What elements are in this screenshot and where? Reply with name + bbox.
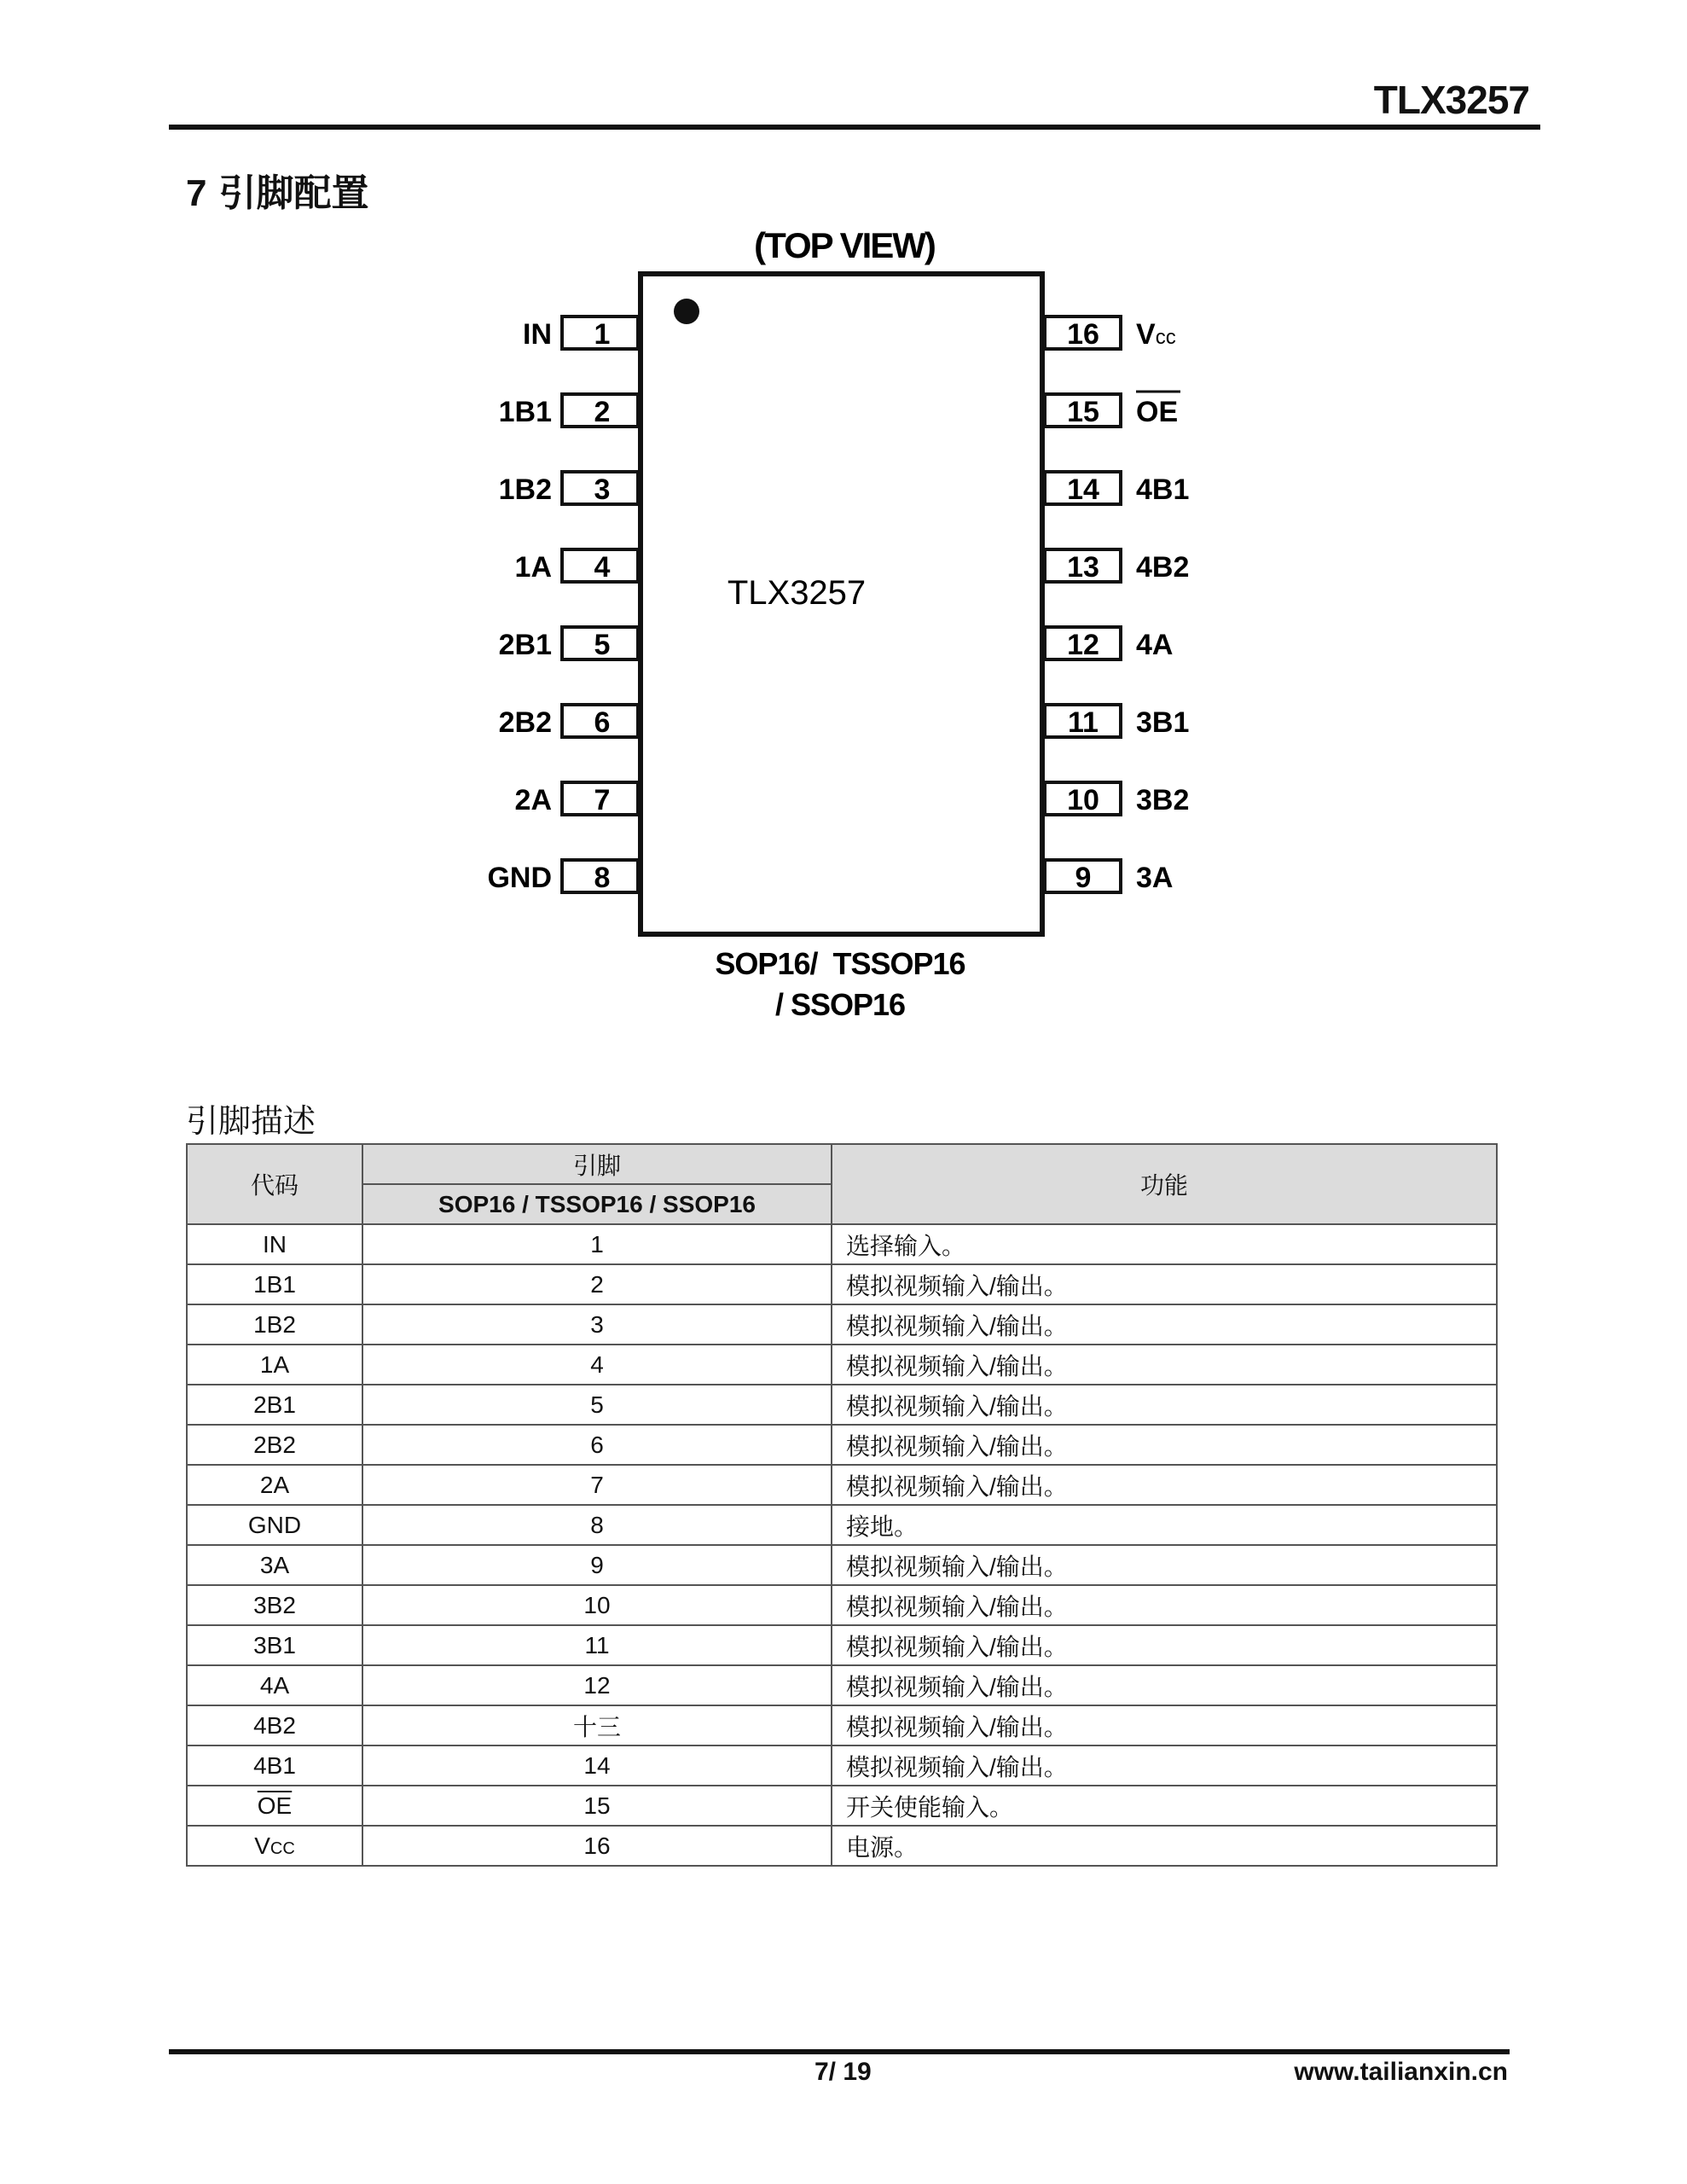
- cell-function: 模拟视频输入/输出。: [832, 1304, 1497, 1345]
- pin-name: 3A: [1136, 862, 1174, 894]
- website-link[interactable]: www.tailianxin.cn: [1294, 2058, 1508, 2086]
- cell-code: 3A: [187, 1545, 362, 1585]
- table-row: [187, 1745, 1497, 1786]
- cell-code: VCC: [187, 1826, 362, 1866]
- pin-name: 2B1: [498, 629, 552, 661]
- cell-function: 模拟视频输入/输出。: [832, 1545, 1497, 1585]
- cell-function: 选择输入。: [832, 1224, 1497, 1264]
- cell-function: 模拟视频输入/输出。: [832, 1665, 1497, 1705]
- pin-number: 4: [594, 551, 611, 584]
- pin-name: GND: [487, 862, 552, 894]
- pin-name: 2A: [514, 784, 552, 816]
- cell-code: 4A: [187, 1665, 362, 1705]
- cell-pin: 12: [362, 1665, 832, 1705]
- cell-code: 2B1: [187, 1385, 362, 1425]
- table-row: [187, 1345, 1497, 1385]
- table-row: [187, 1665, 1497, 1705]
- pin-name: 4B1: [1136, 473, 1190, 506]
- pin-name: 1B1: [498, 396, 552, 428]
- cell-function: 模拟视频输入/输出。: [832, 1625, 1497, 1665]
- table-row: [187, 1705, 1497, 1745]
- header-package: SOP16 / TSSOP16 / SSOP16: [362, 1184, 832, 1224]
- section-title: 引脚配置: [218, 172, 369, 214]
- cell-code: GND: [187, 1505, 362, 1545]
- cell-function: 接地。: [832, 1505, 1497, 1545]
- cell-pin: 9: [362, 1545, 832, 1585]
- pin-name: 1B2: [498, 473, 552, 506]
- cell-pin: 2: [362, 1264, 832, 1304]
- cell-pin: 14: [362, 1745, 832, 1786]
- cell-code: 3B2: [187, 1585, 362, 1625]
- pin-name: 1A: [514, 551, 552, 584]
- pin-name: OE: [1136, 396, 1179, 428]
- cell-pin: 5: [362, 1385, 832, 1425]
- cell-pin: 8: [362, 1505, 832, 1545]
- cell-pin: 7: [362, 1465, 832, 1505]
- cell-function: 模拟视频输入/输出。: [832, 1585, 1497, 1625]
- pin-name: 2B2: [498, 706, 552, 739]
- cell-pin: 11: [362, 1625, 832, 1665]
- pin-name: 4B2: [1136, 551, 1190, 584]
- table-row: [187, 1545, 1497, 1585]
- cell-code: 3B1: [187, 1625, 362, 1665]
- package-label-line1: SOP16/ TSSOP16: [715, 946, 965, 981]
- cell-function: 模拟视频输入/输出。: [832, 1345, 1497, 1385]
- cell-function: 模拟视频输入/输出。: [832, 1264, 1497, 1304]
- cell-function: 电源。: [832, 1826, 1497, 1866]
- pin-number: 3: [594, 473, 611, 506]
- cell-code: 4B2: [187, 1705, 362, 1745]
- table-row: [187, 1625, 1497, 1665]
- pinout-diagram: [0, 0, 1687, 1075]
- cell-pin: 3: [362, 1304, 832, 1345]
- table-row: [187, 1385, 1497, 1425]
- pin-number: 5: [594, 629, 611, 661]
- table-row: [187, 1505, 1497, 1545]
- cell-pin: 10: [362, 1585, 832, 1625]
- table-row: [187, 1224, 1497, 1264]
- pin-number: 2: [594, 396, 611, 428]
- page-number: 7/ 19: [815, 2058, 872, 2086]
- pin-number: 6: [594, 706, 611, 739]
- cell-function: 模拟视频输入/输出。: [832, 1705, 1497, 1745]
- cell-function: 模拟视频输入/输出。: [832, 1465, 1497, 1505]
- cell-pin: 4: [362, 1345, 832, 1385]
- footer-rule: [169, 2049, 1510, 2054]
- pin-number: 16: [1067, 318, 1099, 351]
- header-pin: 引脚: [362, 1144, 832, 1184]
- pin-name: 4A: [1136, 629, 1174, 661]
- section-number: 7: [186, 172, 207, 214]
- chip-label: TLX3257: [727, 574, 867, 612]
- cell-code: $\overline{OE}$: [187, 1786, 362, 1826]
- cell-code: 1B2: [187, 1304, 362, 1345]
- table-row: [187, 1786, 1497, 1826]
- pin-number: 13: [1067, 551, 1099, 584]
- table-row: [187, 1585, 1497, 1625]
- pin-name: 3B1: [1136, 706, 1190, 739]
- header-function: 功能: [832, 1144, 1497, 1224]
- cell-code: 4B1: [187, 1745, 362, 1786]
- cell-function: 模拟视频输入/输出。: [832, 1745, 1497, 1786]
- pin-number: 10: [1067, 784, 1099, 816]
- header-title: TLX3257: [1373, 78, 1529, 122]
- cell-pin: 1: [362, 1224, 832, 1264]
- pin-name: 3B2: [1136, 784, 1190, 816]
- pin-description-table: [186, 1143, 1498, 1867]
- cell-code: 1B1: [187, 1264, 362, 1304]
- cell-code: 2B2: [187, 1425, 362, 1465]
- pin-number: 11: [1068, 706, 1099, 739]
- pin-number: 15: [1067, 396, 1099, 428]
- cell-pin: 16: [362, 1826, 832, 1866]
- pin1-marker: [674, 299, 699, 324]
- cell-function: 模拟视频输入/输出。: [832, 1385, 1497, 1425]
- pin-description-title: 引脚描述: [186, 1104, 316, 1140]
- pin-number: 12: [1067, 629, 1099, 661]
- cell-function: 模拟视频输入/输出。: [832, 1425, 1497, 1465]
- pin-number: 8: [594, 862, 611, 894]
- cell-pin: 6: [362, 1425, 832, 1465]
- cell-function: 开关使能输入。: [832, 1786, 1497, 1826]
- pin-number: 1: [594, 318, 611, 351]
- pin-number: 9: [1075, 862, 1092, 894]
- cell-code: 1A: [187, 1345, 362, 1385]
- cell-code: IN: [187, 1224, 362, 1264]
- pin-name: IN: [523, 318, 552, 351]
- table-row: [187, 1826, 1497, 1866]
- pin-number: 14: [1067, 473, 1099, 506]
- top-view-label: (TOP VIEW): [754, 225, 935, 265]
- package-label-line2: / SSOP16: [774, 987, 906, 1022]
- table-row: [187, 1304, 1497, 1345]
- pin-number: 7: [594, 784, 611, 816]
- pin-name: Vcc: [1136, 318, 1176, 351]
- table-row: [187, 1465, 1497, 1505]
- cell-code: 2A: [187, 1465, 362, 1505]
- cell-pin: 十三: [362, 1705, 832, 1745]
- cell-pin: 15: [362, 1786, 832, 1826]
- table-row: [187, 1264, 1497, 1304]
- table-row: [187, 1425, 1497, 1465]
- header-code: 代码: [187, 1144, 362, 1224]
